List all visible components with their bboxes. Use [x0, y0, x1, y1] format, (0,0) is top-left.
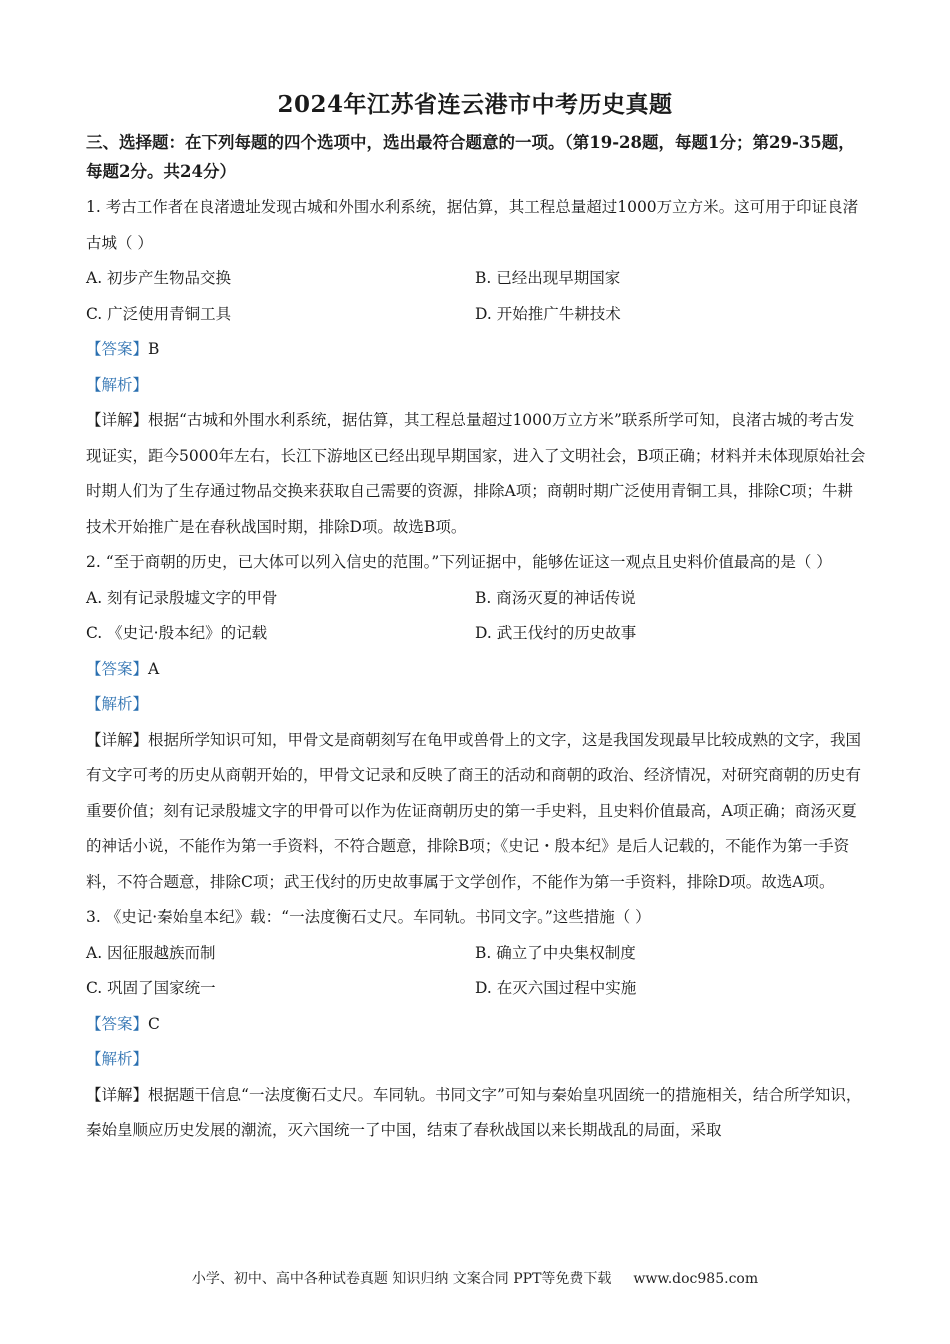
- option-c: C. 广泛使用青铜工具: [86, 304, 232, 323]
- question-block: [86, 545, 868, 900]
- footer-url[interactable]: www.doc985.com: [633, 1271, 759, 1287]
- detail-tag: 【详解】: [86, 730, 149, 749]
- option-b: B. 已经出现早期国家: [475, 269, 621, 287]
- option-d: D. 武王伐纣的历史故事: [475, 624, 637, 642]
- option-b: B. 确立了中央集权制度: [475, 943, 636, 962]
- page-footer: [0, 1268, 950, 1288]
- question-block: [86, 190, 868, 545]
- question-stem: 2. “至于商朝的历史，已大体可以列入信史的范围。”下列证据中，能够佐证这一观点且史料价值最高的是（ ）: [86, 553, 832, 571]
- detail-text: 根据题干信息“一法度衡石丈尺。车同轨。书同文字”可知与秦始皇巩固统一的措施相关，结合所学知识，秦始皇顺应历史发展的潮流，灭六国统一了中国，结束了春秋战国以来长期战乱的局面，采取: [86, 1085, 862, 1139]
- answer-line: [86, 652, 868, 688]
- question-stem: 3. 《史记·秦始皇本纪》载：“一法度衡石丈尺。车同轨。书同文字。”这些措施（ ）: [86, 908, 651, 926]
- option-b: B. 商汤灭夏的神话传说: [475, 588, 636, 607]
- detail-text: 根据所学知识可知，甲骨文是商朝刻写在龟甲或兽骨上的文字，这是我国发现最早比较成熟的文字，我国有文字可考的历史从商朝开始的，甲骨文记录和反映了商王的活动和商朝的政治、经济情况，对研究商朝的历史有重要价值；刻有记录殷墟文字的甲骨可以作为佐证商朝历史的第一手史料，且史料价值最高，A项正确；商汤灭夏的神话小说，不能作为第一手资料，不符合题意，排除B项；《史记・殷本纪》是后人记载的，不能作为第一手资料，不符合题意，排除C项；武王伐纣的历史故事属于文学创作，不能作为第一手资料，排除D项。故选A项。: [86, 730, 862, 891]
- document-body: [86, 128, 868, 1149]
- options-row: [86, 581, 868, 617]
- answer-tag: 【答案】: [86, 659, 149, 678]
- option-d: D. 开始推广牛耕技术: [475, 304, 621, 323]
- footer-text: 小学、初中、高中各种试卷真题 知识归纳 文案合同 PPT等免费下载: [191, 1271, 612, 1287]
- analysis-line: [86, 1042, 868, 1078]
- detail-text: 根据“古城和外围水利系统，据估算，其工程总量超过1000万立方米”联系所学可知，良渚古城的考古发现证实，距今5000年左右，长江下游地区已经出现早期国家，进入了文明社会，B项正确；材料并未体现原始社会时期人们为了生存通过物品交换来获取自己需要的资源，排除A项；商朝时期广泛使用青铜工具，排除C项；牛耕技术开始推广是在春秋战国时期，排除D项。故选B项。: [86, 411, 866, 536]
- option-d: D. 在灭六国过程中实施: [475, 979, 637, 997]
- question-block: [86, 900, 868, 1149]
- analysis-tag: 【解析】: [86, 1050, 149, 1068]
- detail-paragraph: [86, 403, 868, 545]
- answer-value: C: [148, 1014, 160, 1033]
- option-a: A. 刻有记录殷墟文字的甲骨: [86, 588, 278, 607]
- options-row: [86, 297, 868, 333]
- option-c: C. 《史记·殷本纪》的记载: [86, 624, 268, 642]
- analysis-line: [86, 368, 868, 404]
- analysis-line: [86, 687, 868, 723]
- options-row: [86, 971, 868, 1007]
- detail-paragraph: [86, 1078, 868, 1149]
- detail-paragraph: [86, 723, 868, 901]
- page-title: 2024年江苏省连云港市中考历史真题: [277, 91, 673, 118]
- options-row: [86, 936, 868, 972]
- option-c: C. 巩固了国家统一: [86, 979, 216, 997]
- options-row: [86, 261, 868, 297]
- answer-tag: 【答案】: [86, 340, 149, 358]
- section-header: 三、选择题：在下列每题的四个选项中，选出最符合题意的一项。（第19-28题，每题1分；第29-35题，每题2分。共24分）: [86, 133, 855, 181]
- answer-line: [86, 332, 868, 368]
- answer-line: [86, 1007, 868, 1043]
- answer-tag: 【答案】: [86, 1014, 149, 1033]
- option-a: A. 因征服越族而制: [86, 943, 216, 962]
- options-row: [86, 616, 868, 652]
- answer-value: B: [148, 340, 160, 358]
- detail-tag: 【详解】: [86, 1085, 149, 1104]
- analysis-tag: 【解析】: [86, 695, 149, 713]
- analysis-tag: 【解析】: [86, 375, 149, 394]
- option-a: A. 初步产生物品交换: [86, 269, 232, 287]
- answer-value: A: [148, 659, 160, 678]
- question-stem: 1. 考古工作者在良渚遗址发现古城和外围水利系统，据估算，其工程总量超过1000万立方米。这可用于印证良渚古城（ ）: [86, 198, 859, 252]
- detail-tag: 【详解】: [86, 411, 149, 429]
